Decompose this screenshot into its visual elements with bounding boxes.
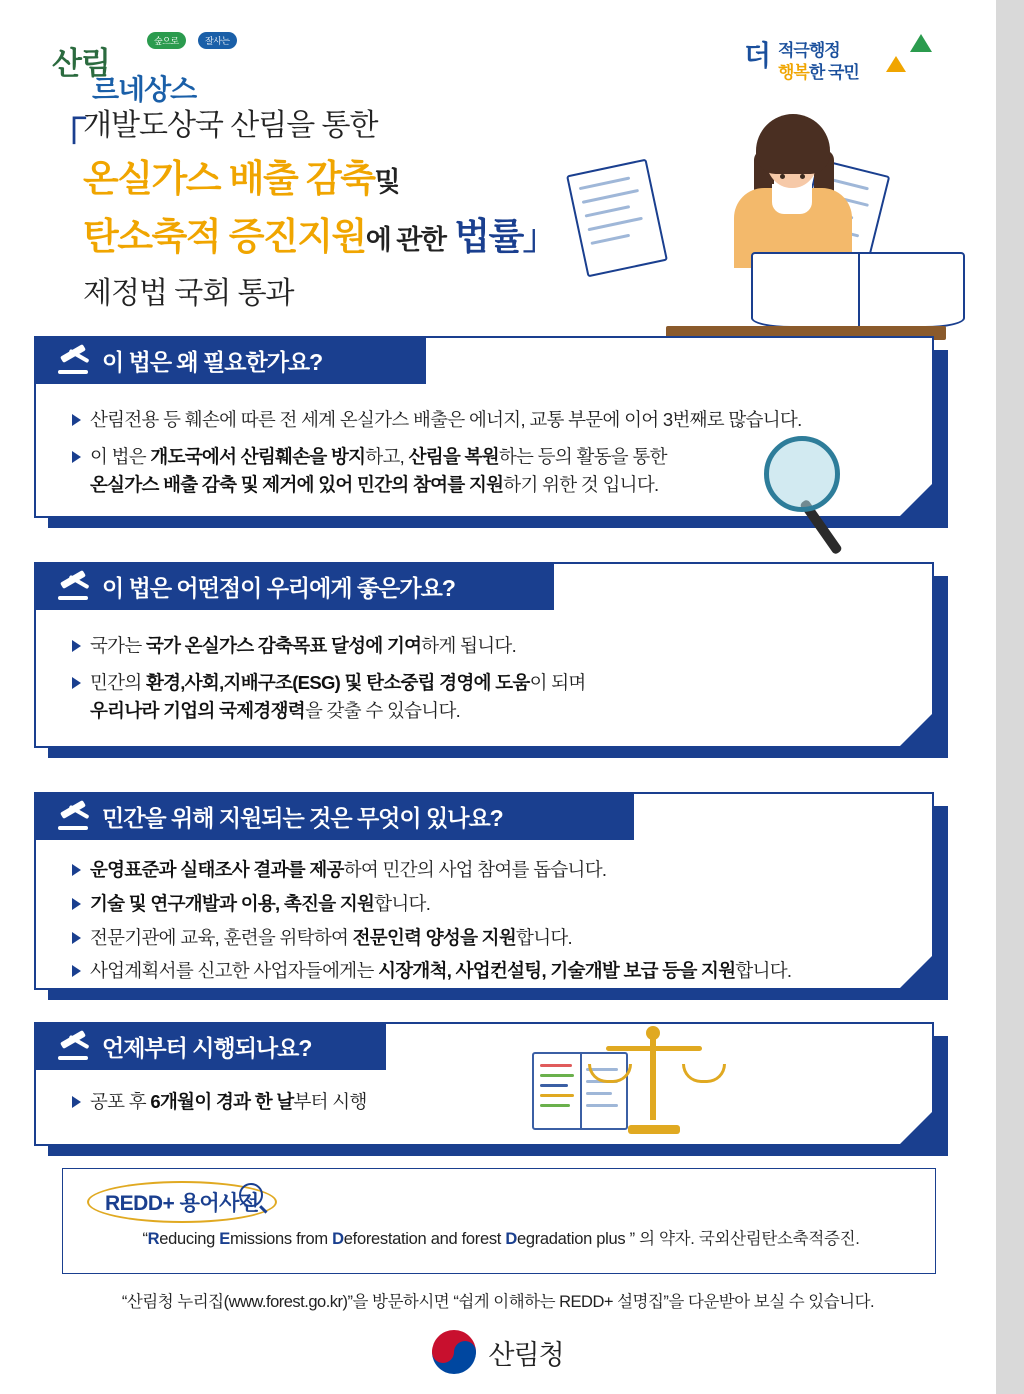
bullet-text: 국가는 국가 온실가스 감축목표 달성에 기여하게 됩니다. bbox=[90, 635, 517, 656]
gavel-icon bbox=[56, 1032, 92, 1060]
section-heading-text: 이 법은 어떤점이 우리에게 좋은가요? bbox=[102, 574, 455, 601]
section-heading-text: 민간을 위해 지원되는 것은 무엇이 있나요? bbox=[102, 804, 503, 831]
green-triangle-icon bbox=[910, 34, 932, 52]
section-body bbox=[34, 562, 934, 748]
bullet-text: 사업계획서를 신고한 사업자들에게는 시장개척, 사업컨설팅, 기술개발 보급 등을 지원합니다. bbox=[90, 960, 792, 982]
redd-tag-label: REDD+ 용어사전 bbox=[87, 1181, 277, 1223]
section-corner bbox=[898, 954, 934, 990]
bullet-arrow-icon bbox=[72, 640, 81, 652]
section-effective-date bbox=[34, 1022, 934, 1146]
bullet-arrow-icon bbox=[72, 898, 81, 910]
list-item bbox=[72, 1088, 902, 1116]
taegeuk-icon bbox=[432, 1330, 476, 1374]
list-item bbox=[72, 924, 902, 952]
gavel-icon bbox=[56, 346, 92, 374]
open-book-icon bbox=[751, 252, 965, 328]
bullet-text: 기술 및 연구개발과 이용, 촉진을 지원합니다. bbox=[90, 892, 431, 914]
bullet-arrow-icon bbox=[72, 965, 81, 977]
right-margin-strip bbox=[996, 0, 1024, 1394]
list-item bbox=[72, 669, 902, 725]
bullet-text: 운영표준과 실태조사 결과를 제공하여 민간의 사업 참여를 돕습니다. bbox=[90, 859, 607, 880]
section-private-support bbox=[34, 792, 934, 990]
bullet-text: 공포 후 6개월이 경과 한 날부터 시행 bbox=[90, 1091, 367, 1112]
title-line-3-law: 법률 bbox=[454, 216, 523, 257]
section-corner bbox=[898, 712, 934, 748]
person-collar bbox=[772, 184, 812, 214]
list-item bbox=[72, 406, 902, 434]
footer bbox=[0, 1330, 996, 1374]
section-benefits bbox=[34, 562, 934, 748]
scales-of-justice-icon bbox=[532, 1026, 742, 1136]
bullet-text: 민간의 환경,사회,지배구조(ESG) 및 탄소중립 경영에 도움이 되며 우리나라 기업의 국제경쟁력을 갖출 수 있습니다. bbox=[90, 671, 586, 721]
bullet-arrow-icon bbox=[72, 932, 81, 944]
bullet-text: 산림전용 등 훼손에 따른 전 세계 온실가스 배출은 에너지, 교통 부문에 이어 3번째로 많습니다. bbox=[90, 409, 802, 430]
logo-right-line1: 적극행정 bbox=[778, 41, 840, 60]
gavel-icon bbox=[56, 572, 92, 600]
list-item bbox=[72, 890, 902, 918]
section-heading-text: 이 법은 왜 필요한가요? bbox=[102, 348, 323, 375]
list-item bbox=[72, 856, 902, 884]
section-header bbox=[34, 336, 426, 384]
logo-badge-1: 숲으로 bbox=[147, 32, 186, 49]
logo-line-1: 산림 bbox=[52, 46, 110, 81]
section-body bbox=[34, 1022, 934, 1146]
title-line-4: 제정법 국회 통과 bbox=[83, 277, 294, 310]
section-header bbox=[34, 562, 554, 610]
forest-renaissance-logo bbox=[52, 30, 292, 105]
list-item bbox=[72, 957, 902, 985]
redd-note: “산림청 누리집(www.forest.go.kr)”을 방문하시면 “쉽게 이해하는 REDD+ 설명집”을 다운받아 보실 수 있습니다. bbox=[121, 1293, 875, 1311]
section-header bbox=[34, 792, 634, 840]
title-line-3-plain: 에 관한 bbox=[365, 225, 446, 255]
bullet-arrow-icon bbox=[72, 864, 81, 876]
section-corner bbox=[898, 482, 934, 518]
title-line-3-accent: 탄소축적 증진지원 bbox=[83, 216, 366, 257]
search-icon bbox=[239, 1183, 263, 1207]
gavel-icon bbox=[56, 802, 92, 830]
active-administration-logo bbox=[744, 34, 934, 86]
quote-open: 「 bbox=[47, 116, 87, 160]
section-body bbox=[34, 792, 934, 990]
bullet-arrow-icon bbox=[72, 677, 81, 689]
person-hair bbox=[756, 114, 830, 174]
logo-right-happy: 행복 bbox=[778, 63, 809, 82]
redd-definition: “Reducing Emissions from Deforestation and forest Degradation plus ” 의 약자. 국외산림탄소축적증진. bbox=[142, 1230, 860, 1248]
quote-close: 」 bbox=[522, 219, 556, 257]
bullet-text: 이 법은 개도국에서 산림훼손을 방지하고, 산림을 복원하는 등의 활동을 통한 온실가스 배출 감축 및 제거에 있어 민간의 참여를 지원하기 위한 것 입니다. bbox=[90, 445, 667, 495]
section-header bbox=[34, 1022, 386, 1070]
magnifier-icon bbox=[754, 436, 874, 566]
logo-line-2: 르네상스 bbox=[92, 74, 197, 105]
title-line-2-plain: 및 bbox=[374, 167, 400, 197]
bullet-arrow-icon bbox=[72, 414, 81, 426]
redd-glossary-box bbox=[62, 1168, 936, 1274]
logo-right-line2 bbox=[778, 58, 859, 83]
title-line-1: 개발도상국 산림을 통한 bbox=[83, 109, 378, 142]
bullet-text: 전문기관에 교육, 훈련을 위탁하여 전문인력 양성을 지원합니다. bbox=[90, 926, 572, 948]
yellow-triangle-icon bbox=[886, 56, 906, 72]
title-line-2-accent: 온실가스 배출 감축 bbox=[83, 158, 375, 199]
section-why-needed bbox=[34, 336, 934, 518]
bullet-arrow-icon bbox=[72, 1096, 81, 1108]
woman-reading-illustration bbox=[656, 110, 956, 340]
section-heading-text: 언제부터 시행되나요? bbox=[102, 1034, 312, 1061]
section-corner bbox=[898, 1110, 934, 1146]
list-item bbox=[72, 632, 902, 660]
logo-right-rest: 한 국민 bbox=[808, 63, 859, 82]
bullet-arrow-icon bbox=[72, 451, 81, 463]
logo-deo: 더 bbox=[744, 40, 772, 71]
agency-name: 산림청 bbox=[488, 1339, 564, 1370]
logo-badge-2: 잘사는 bbox=[198, 32, 237, 49]
